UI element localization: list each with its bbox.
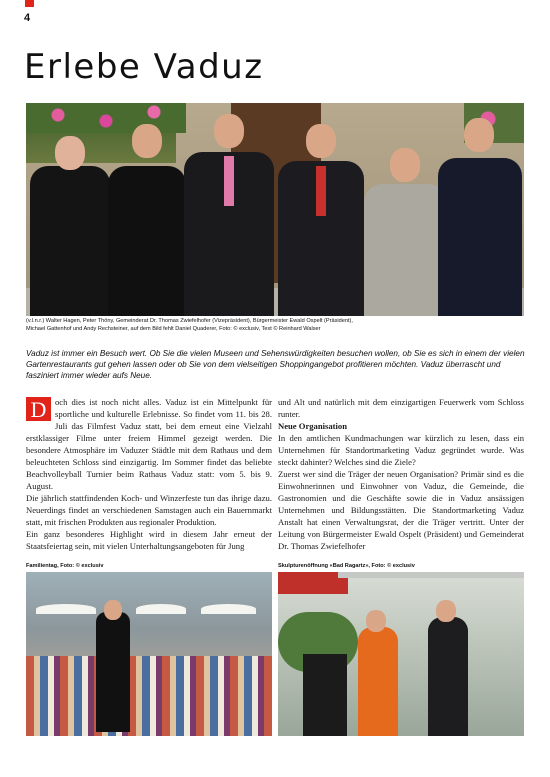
photo-caption-right: Skulpturenöffnung «Bad Ragartz», Foto: © exclusiv	[278, 563, 415, 569]
podium	[303, 654, 347, 736]
page-corner-mark	[25, 0, 34, 7]
article-paragraph: und Alt und natürlich mit dem einzigartigen Feuerwerk vom Schloss runter.	[278, 397, 524, 419]
article-paragraph: Die jährlich stattfindenden Koch- und Winzerfeste tun das ihrige dazu. Neuerdings findet an verschiedenen Samstagen auch ein Bauernmarkt statt, mit frischen Produkten aus regionaler Produktion.	[26, 493, 272, 527]
article-paragraph: Zuerst wer sind die Träger der neuen Organisation? Primär sind es die Einwohnerinnen und Einwohner von Vaduz, die Gemeinde, die Gastronomien und die Geschäfte sowie die in Vaduz ansässigen Unternehmen und Bildungsstätten. Die Standortmarketing Vaduz Anstalt hat einen Verwaltungsrat, der die Träger vertritt. Unter der Leitung von Bürgermeister Ewald Ospelt (Präsident) und Gemeinderat Dr. Thomas Zwiefelhofer	[278, 469, 524, 551]
sculpture-opening-photo	[278, 572, 524, 736]
crowd	[26, 656, 272, 736]
article-column-left	[26, 396, 272, 552]
person-3	[184, 114, 274, 316]
hero-photo	[26, 103, 524, 316]
page-number: 4	[24, 12, 31, 24]
intro-paragraph: Vaduz ist immer ein Besuch wert. Ob Sie die vielen Museen und Sehenswürdigkeiten besuchen wollen, ob Sie es sich in einem der vielen Gartenrestaurants gut gehen lassen oder ob Sie von dem vielseitigen Shoppingangebot profitieren möchten. Vaduz überrascht und fasziniert immer wieder aufs Neue.	[26, 349, 525, 380]
article-paragraph: In den amtlichen Kundmachungen war kürzlich zu lesen, dass ein Unternehmen für Standortmarketing Vaduz gegründet wurde. Was steckt dahinter? Welches sind die Ziele?	[278, 433, 524, 467]
performer	[96, 612, 130, 732]
actor-black	[428, 617, 468, 736]
page-title: Erlebe Vaduz	[24, 47, 264, 87]
article-paragraph: D och dies ist noch nicht alles. Vaduz ist ein Mittelpunkt für sportliche und kulturelle Erlebnisse. So findet vom 11. bis 28. Juli das Filmfest Vaduz statt, bei dem erneut eine Vielzahl erstklassiger Filme unter freiem Himmel gezeigt werden. Die besondere Atmosphäre im Vaduzer Städtle mit dem Rathaus und dem beleuchteten Schloss sind einzigartig. Im Sommer findet das beliebte Beachvolleyball Turnier beim Rathaus Vaduz statt: vom 5. bis 9. August.	[26, 397, 272, 491]
actor-orange	[358, 627, 398, 736]
drop-cap: D	[26, 397, 51, 421]
photo-caption-left: Familientag, Foto: © exclusiv	[26, 563, 104, 569]
person-4	[278, 124, 364, 316]
person-5	[364, 148, 446, 316]
person-1	[30, 136, 110, 316]
person-2	[108, 124, 186, 316]
person-6	[438, 118, 522, 316]
article-column-right	[278, 396, 524, 552]
hero-caption: (v.l.n.r.) Walter Hagen, Peter Thöny, Gemeinderat Dr. Thomas Zwiefelhofer (Vizepräsident), Bürgermeister Ewald Ospelt (Präsident), Michael Gattenhof und Andy Rechsteiner, auf dem Bild fehlt Daniel Quaderer, Foto: © exclusiv, Text © Reinhard Walser	[26, 318, 353, 332]
section-subhead: Neue Organisation	[278, 421, 347, 431]
family-day-photo	[26, 572, 272, 736]
article-paragraph: Ein ganz besonderes Highlight wird in diesem Jahr erneut der Staatsfeiertag sein, mit vielen Unterhaltungsangeboten für Jung	[26, 529, 272, 551]
